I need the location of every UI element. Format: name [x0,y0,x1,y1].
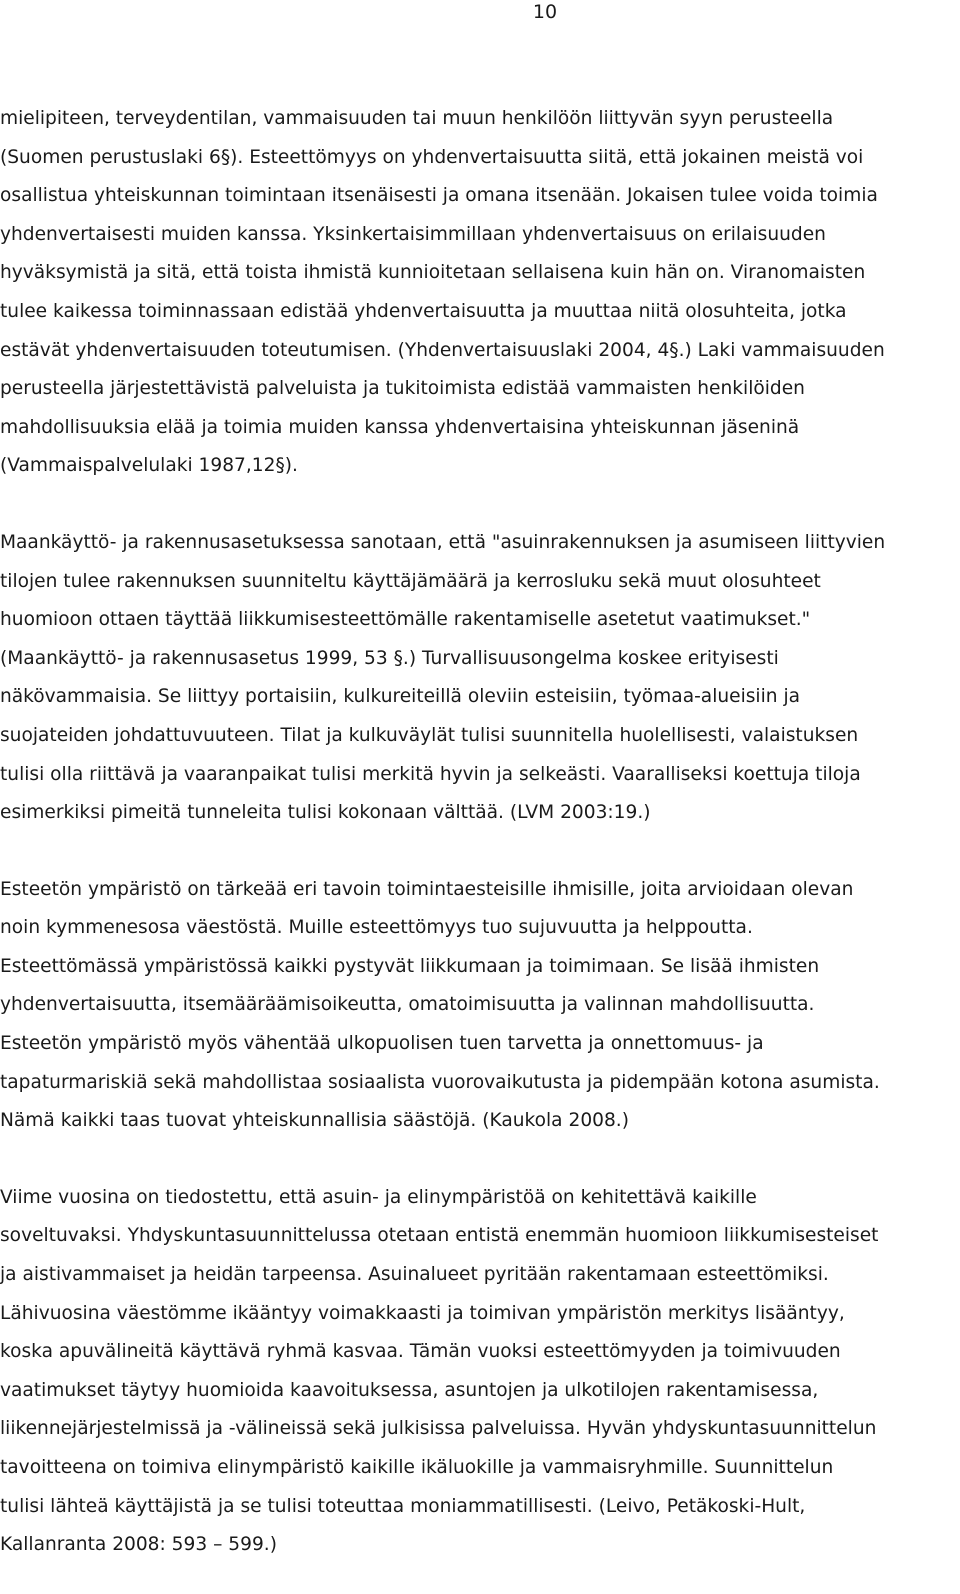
paragraph-community-planning: Viime vuosina on tiedostettu, että asuin- ja elinympäristöä on kehitettävä kaikille soveltuvaksi. Yhdyskuntasuunnittelussa otetaan entistä enemmän huomioon liikkumisesteiset ja aistivammaiset ja heidän tarpeensa. Asuinalueet pyritään rakentamaan esteettömiksi. Lähivuosina väestömme ikääntyy voimakkaasti ja toimivan ympäristön merkitys lisääntyy, koska apuvälineitä käyttävä ryhmä kasvaa. Tämän vuoksi esteettömyyden ja toimivuuden vaatimukset täytyy huomioida kaavoituksessa, asuntojen ja ulkotilojen rakentamisessa, liikennejärjestelmissä ja -välineissä sekä julkisissa palveluissa. Hyvän yhdyskuntasuunnittelun tavoitteena on toimiva elinympäristö kaikille ikäluokille ja vammaisryhmille. Suunnittelun tulisi lähteä käyttäjistä ja se tulisi toteuttaa moniammatillisesti. (Leivo, Petäkoski-Hult, Kallanranta 2008: 593 – 599.) [0,1186,879,1556]
page-number: 10 [532,1,558,23]
document-body [0,100,958,1565]
paragraph-building-regulations: Maankäyttö- ja rakennusasetuksessa sanotaan, että "asuinrakennuksen ja asumiseen liittyvien tilojen tulee rakennuksen suunniteltu käyttäjämäärä ja kerrosluku sekä muut olosuhteet huomioon ottaen täyttää liikkumisesteettömälle rakentamiselle asetetut vaatimukset." (Maankäyttö- ja rakennusasetus 1999, 53 §.) Turvallisuusongelma koskee erityisesti näkövammaisia. Se liittyy portaisiin, kulkureiteillä oleviin esteisiin, työmaa-alueisiin ja suojateiden johdattuvuuteen. Tilat ja kulkuväylät tulisi suunnitella huolellisesti, valaistuksen tulisi olla riittävä ja vaaranpaikat tulisi merkitä hyvin ja selkeästi. Vaaralliseksi koettuja tiloja esimerkiksi pimeitä tunneleita tulisi kokonaan välttää. (LVM 2003:19.) [0,531,886,824]
paragraph-non-discrimination: mielipiteen, terveydentilan, vammaisuuden tai muun henkilöön liittyvän syyn perusteella (Suomen perustuslaki 6§). Esteettömyys on yhdenvertaisuutta siitä, että jokainen meistä voi osallistua yhteiskunnan toimintaan itsenäisesti ja omana itsenään. Jokaisen tulee voida toimia yhdenvertaisesti muiden kanssa. Yksinkertaisimmillaan yhdenvertaisuus on erilaisuuden hyväksymistä ja sitä, että toista ihmistä kunnioitetaan sellaisena kuin hän on. Viranomaisten tulee kaikessa toiminnassaan edistää yhdenvertaisuutta ja muuttaa niitä olosuhteita, jotka estävät yhdenvertaisuuden toteutumisen. (Yhdenvertaisuuslaki 2004, 4§.) Laki vammaisuuden perusteella järjestettävistä palveluista ja tukitoimista edistää vammaisten henkilöiden mahdollisuuksia elää ja toimia muiden kanssa yhdenvertaisina yhteiskunnan jäseninä (Vammaispalvelulaki 1987,12§). [0,108,885,477]
paragraph-spacer [0,1141,958,1179]
paragraph-accessible-environment: Esteetön ympäristö on tärkeää eri tavoin toimintaesteisille ihmisille, joita arvioidaan olevan noin kymmenesosa väestöstä. Muille esteettömyys tuo sujuvuutta ja helppoutta. Esteettömässä ympäristössä kaikki pystyvät liikkumaan ja toimimaan. Se lisää ihmisten yhdenvertaisuutta, itsemääräämisoikeutta, omatoimisuutta ja valinnan mahdollisuutta. Esteetön ympäristö myös vähentää ulkopuolisen tuen tarvetta ja onnettomuus- ja tapaturmariskiä sekä mahdollistaa sosiaalista vuorovaikutusta ja pidempään kotona asumista. Nämä kaikki taas tuovat yhteiskunnallisia säästöjä. (Kaukola 2008.) [0,878,880,1132]
paragraph-spacer [0,833,958,871]
paragraph-spacer [0,486,958,524]
